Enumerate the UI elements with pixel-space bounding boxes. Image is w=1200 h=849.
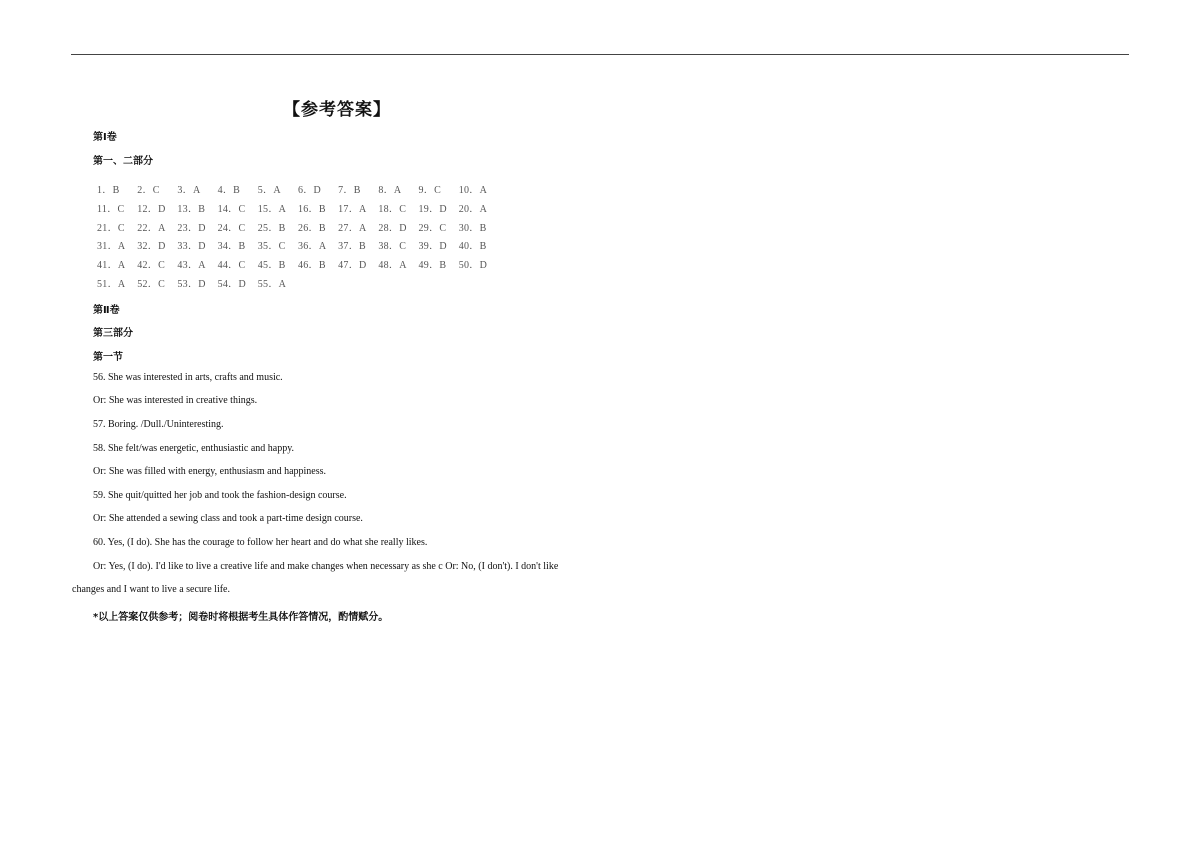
answer-item: 6．D [297, 185, 322, 196]
part-heading-3: 第三部分 [93, 328, 133, 339]
answer-item: 53．D [177, 278, 206, 290]
answer-item: 30．B [458, 222, 487, 234]
answer-item: 50．D [458, 260, 488, 272]
header-rule [71, 54, 1129, 55]
answer-item: 35．C [257, 241, 286, 253]
part-heading-1-2: 第一、二部分 [93, 156, 153, 167]
answer-item: 15．A [257, 203, 287, 215]
answer-item: 5．A [257, 185, 281, 196]
answer-item: 45．B [257, 260, 286, 272]
answer-row [97, 181, 499, 200]
section-heading-1: 第Ⅰ卷 [93, 132, 117, 143]
answer-row [97, 256, 499, 275]
answer-item: 31．A [97, 241, 126, 253]
answer-item: 34．B [217, 241, 246, 253]
answer-item: 7．B [338, 185, 361, 196]
answer-row [97, 237, 499, 256]
answer-item: 1．B [97, 185, 120, 196]
answer-item: 10．A [458, 185, 488, 196]
answer-grid [97, 181, 499, 294]
answer-line-58-alt: Or: She was filled with energy, enthusiasm and happiness. [93, 466, 327, 477]
answer-item: 19．D [418, 203, 447, 215]
answer-item: 22．A [137, 222, 166, 234]
answer-item: 18．C [378, 203, 407, 215]
page-title: 【参考答案】 [283, 100, 391, 120]
answer-item: 49．B [418, 260, 447, 272]
answer-row [97, 219, 499, 238]
answer-item: 38．C [378, 241, 407, 253]
answer-item: 24．C [217, 222, 246, 234]
answer-item: 52．C [137, 278, 166, 290]
answer-line-59: 59. She quit/quitted her job and took the fashion-design course. [93, 490, 347, 501]
answer-item: 32．D [137, 241, 166, 253]
answer-item: 4．B [217, 185, 241, 196]
answer-line-60-alt: Or: Yes, (I do). I'd like to live a creative life and make changes when necessary as she c Or: No, (I don't). I don't like [93, 561, 559, 572]
answer-item: 54．D [217, 278, 246, 290]
answer-item: 23．D [177, 222, 206, 234]
answer-item: 51．A [97, 278, 126, 290]
answer-item: 41．A [97, 260, 126, 272]
answer-item: 26．B [297, 222, 326, 234]
answer-item: 28．D [378, 222, 407, 234]
answer-item: 42．C [137, 260, 166, 272]
answer-item: 27．A [338, 222, 367, 234]
answer-item: 3．A [177, 185, 201, 196]
answer-item: 14．C [217, 203, 246, 215]
answer-item: 37．B [338, 241, 366, 253]
answer-item: 47．D [338, 260, 367, 272]
answer-item: 46．B [297, 260, 326, 272]
answer-item: 43．A [177, 260, 206, 272]
answer-line-60: 60. Yes, (I do). She has the courage to follow her heart and do what she really likes. [93, 537, 428, 548]
answer-item: 55．A [257, 278, 287, 290]
answer-item: 17．A [338, 203, 367, 215]
answer-item: 21．C [97, 222, 125, 234]
grading-note: *以上答案仅供参考；阅卷时将根据考生具体作答情况，酌情赋分。 [93, 612, 389, 623]
answer-item: 39．D [418, 241, 447, 253]
answer-item: 40．B [458, 241, 487, 253]
answer-item: 11．C [97, 203, 125, 215]
answer-line-59-alt: Or: She attended a sewing class and took a part-time design course. [93, 513, 363, 524]
section-heading-2: 第Ⅱ卷 [93, 305, 120, 316]
answer-item: 20．A [458, 203, 488, 215]
answer-item: 12．D [137, 203, 166, 215]
answer-item: 8．A [378, 185, 402, 196]
answer-line-56: 56. She was interested in arts, crafts and music. [93, 372, 283, 383]
answer-item: 2．C [137, 185, 160, 196]
answer-line-57: 57. Boring. /Dull./Uninteresting. [93, 419, 224, 430]
answer-item: 33．D [177, 241, 206, 253]
answer-line-60-alt-cont: changes and I want to live a secure life. [72, 584, 230, 595]
answer-item: 16．B [297, 203, 326, 215]
answer-line-58: 58. She felt/was energetic, enthusiastic and happy. [93, 443, 295, 454]
answer-item: 48．A [378, 260, 407, 272]
answer-row [97, 275, 499, 294]
answer-item: 25．B [257, 222, 286, 234]
answer-item: 9．C [418, 185, 442, 196]
answer-row [97, 200, 499, 219]
answer-item: 13．B [177, 203, 206, 215]
answer-item: 36．A [297, 241, 327, 253]
subsection-heading-1: 第一节 [93, 352, 123, 363]
answer-line-56-alt: Or: She was interested in creative things. [93, 395, 258, 406]
answer-item: 29．C [418, 222, 447, 234]
answer-item: 44．C [217, 260, 246, 272]
